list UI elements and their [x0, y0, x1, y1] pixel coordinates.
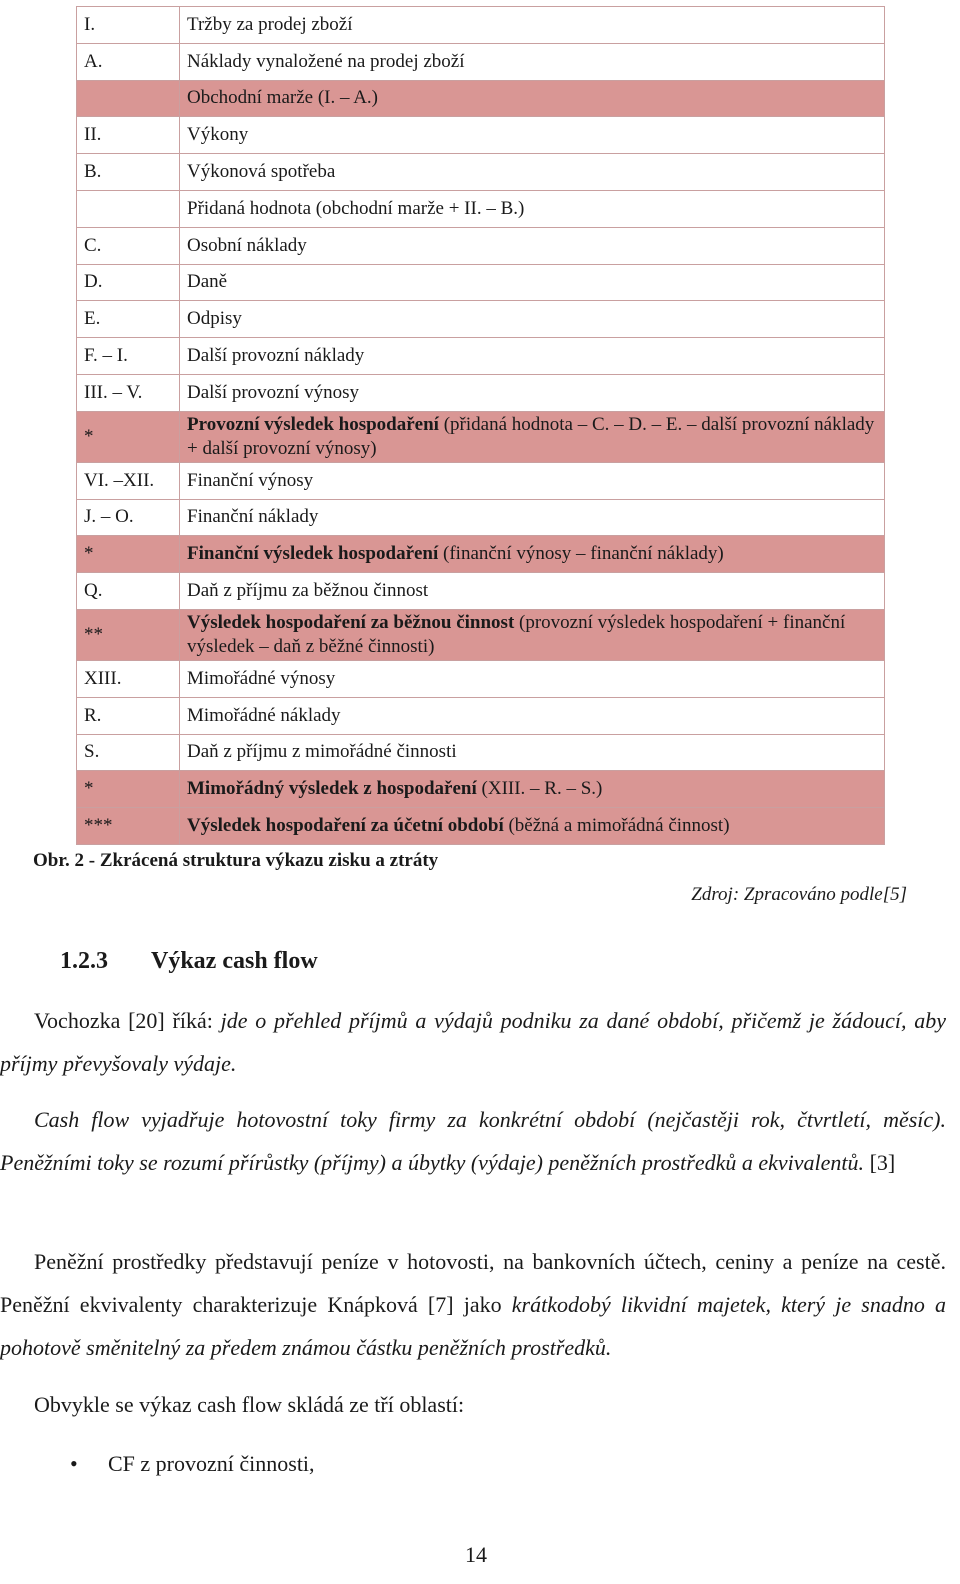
row-code: J. – O. — [77, 499, 180, 536]
row-description-text: Obchodní marže (I. – A.) — [187, 87, 378, 109]
row-code: C. — [77, 227, 180, 264]
row-description — [180, 808, 885, 845]
row-code: * — [77, 771, 180, 808]
row-description-bold: Provozní výsledek hospodaření — [187, 413, 439, 435]
row-description — [180, 154, 885, 191]
row-description — [180, 43, 885, 80]
row-description-text: Daně — [187, 271, 228, 293]
paragraph-italic-text: Cash flow vyjadřuje hotovostní toky firmy za konkrétní období (nejčastěji rok, čtvrtletí, měsíc). Peněžními toky se rozumí přírůstky (příjmy) a úbytky (výdaje) peněžních prostředků a ekvivalentů. — [0, 1107, 946, 1175]
section-number: 1.2.3 — [60, 948, 108, 974]
table-row — [77, 499, 885, 536]
table-row — [77, 660, 885, 697]
row-description — [180, 338, 885, 375]
section-title: Výkaz cash flow — [151, 948, 318, 974]
table-row — [77, 43, 885, 80]
row-description — [180, 190, 885, 227]
row-description — [180, 771, 885, 808]
row-description-text: Mimořádné výnosy — [187, 667, 336, 689]
table-row — [77, 697, 885, 734]
row-code: A. — [77, 43, 180, 80]
row-description-text: Výkonová spotřeba — [187, 161, 336, 183]
row-description — [180, 80, 885, 117]
paragraph-2 — [0, 1098, 946, 1184]
row-description-text: Přidaná hodnota (obchodní marže + II. – B.) — [187, 197, 525, 219]
row-code — [77, 80, 180, 117]
row-code: Q. — [77, 573, 180, 610]
row-code: S. — [77, 734, 180, 771]
row-description — [180, 301, 885, 338]
row-description — [180, 697, 885, 734]
row-code: E. — [77, 301, 180, 338]
bullet-list-item — [70, 1444, 315, 1484]
row-code: III. – V. — [77, 374, 180, 411]
row-description-text: Finanční výnosy — [187, 469, 314, 491]
paragraph-4 — [0, 1383, 946, 1426]
paragraph-1 — [0, 999, 946, 1085]
row-description — [180, 660, 885, 697]
table-row — [77, 338, 885, 375]
row-description — [180, 117, 885, 154]
row-code — [77, 190, 180, 227]
row-description — [180, 734, 885, 771]
row-description-bold: Mimořádný výsledek z hospodaření — [187, 778, 477, 800]
paragraph-text: Obvykle se výkaz cash flow skládá ze tří oblastí: — [34, 1392, 465, 1417]
page-number: 14 — [465, 1542, 487, 1567]
row-description-bold: Výsledek hospodaření za účetní období — [187, 815, 504, 837]
row-description-text: Mimořádné náklady — [187, 704, 341, 726]
section-heading — [60, 948, 318, 975]
table-row — [77, 411, 885, 462]
row-code: * — [77, 411, 180, 462]
table-row — [77, 80, 885, 117]
table-row — [77, 808, 885, 845]
row-description — [180, 536, 885, 573]
row-description-bold: Výsledek hospodaření za běžnou činnost — [187, 611, 515, 633]
row-description — [180, 374, 885, 411]
table-row — [77, 771, 885, 808]
row-code: D. — [77, 264, 180, 301]
row-description — [180, 573, 885, 610]
figure-source: Zdroj: Zpracováno podle[5] — [691, 884, 907, 905]
row-description-text: (finanční výnosy – finanční náklady) — [438, 543, 724, 565]
row-code: R. — [77, 697, 180, 734]
row-description-text: (přidaná hodnota – C. – D. – E. – další provozní náklady + další provozní výnosy) — [187, 413, 875, 459]
row-description-text: Náklady vynaložené na prodej zboží — [187, 50, 465, 72]
row-description — [180, 499, 885, 536]
table-row — [77, 190, 885, 227]
paragraph-italic-text: jde o přehled příjmů a výdajů podniku za dané období, přičemž je žádoucí, aby příjmy převyšovaly výdaje. — [0, 1008, 946, 1076]
row-description-text: Daň z příjmu z mimořádné činnosti — [187, 741, 457, 763]
row-code: VI. –XII. — [77, 462, 180, 499]
table-row — [77, 462, 885, 499]
row-code: B. — [77, 154, 180, 191]
row-description-text: Tržby za prodej zboží — [187, 13, 353, 35]
paragraph-text: [3] — [864, 1150, 896, 1175]
bullet-text: CF z provozní činnosti, — [108, 1451, 315, 1476]
row-description-text: Další provozní výnosy — [187, 381, 360, 403]
row-description-text: (XIII. – R. – S.) — [476, 778, 603, 800]
table-body — [77, 7, 885, 845]
income-statement-structure-table — [76, 6, 885, 845]
table-row — [77, 117, 885, 154]
row-code: ** — [77, 609, 180, 660]
row-description-bold: Finanční výsledek hospodaření — [187, 543, 439, 565]
table-row — [77, 536, 885, 573]
row-description — [180, 462, 885, 499]
table-row — [77, 609, 885, 660]
row-description — [180, 7, 885, 44]
table-row — [77, 374, 885, 411]
table-row — [77, 264, 885, 301]
table-row — [77, 301, 885, 338]
row-code: II. — [77, 117, 180, 154]
figure-caption: Obr. 2 - Zkrácená struktura výkazu zisku a ztráty — [33, 850, 439, 871]
row-description-text: Finanční náklady — [187, 506, 319, 528]
row-description — [180, 264, 885, 301]
row-description-text: Odpisy — [187, 308, 242, 330]
row-description-text: (běžná a mimořádná činnost) — [503, 815, 730, 837]
row-description — [180, 411, 885, 462]
paragraph-text: Peněžní prostředky představují peníze v hotovosti, na bankovních účtech, ceniny a peníze na cestě. Peněžní ekvivalenty charakterizuje Knápková [7] jako — [0, 1249, 946, 1317]
row-description — [180, 227, 885, 264]
paragraph-italic-text: krátkodobý likvidní majetek, který je snadno a pohotově směnitelný za předem známou částku peněžních prostředků. — [0, 1292, 946, 1360]
table-row — [77, 734, 885, 771]
table-row — [77, 573, 885, 610]
row-code: XIII. — [77, 660, 180, 697]
row-code: F. – I. — [77, 338, 180, 375]
row-description-text: (provozní výsledek hospodaření + finanční výsledek – daň z běžné činnosti) — [187, 611, 846, 657]
table-row — [77, 7, 885, 44]
row-description — [180, 609, 885, 660]
row-description-text: Výkony — [187, 124, 249, 146]
row-code: I. — [77, 7, 180, 44]
table-row — [77, 227, 885, 264]
row-description-text: Další provozní náklady — [187, 345, 365, 367]
table-row — [77, 154, 885, 191]
paragraph-3 — [0, 1240, 946, 1369]
row-code: * — [77, 536, 180, 573]
paragraph-text: Vochozka [20] říká: — [34, 1008, 221, 1033]
row-code: *** — [77, 808, 180, 845]
row-description-text: Daň z příjmu za běžnou činnost — [187, 580, 429, 602]
row-description-text: Osobní náklady — [187, 234, 307, 256]
bullet-dot-icon: • — [70, 1451, 78, 1476]
